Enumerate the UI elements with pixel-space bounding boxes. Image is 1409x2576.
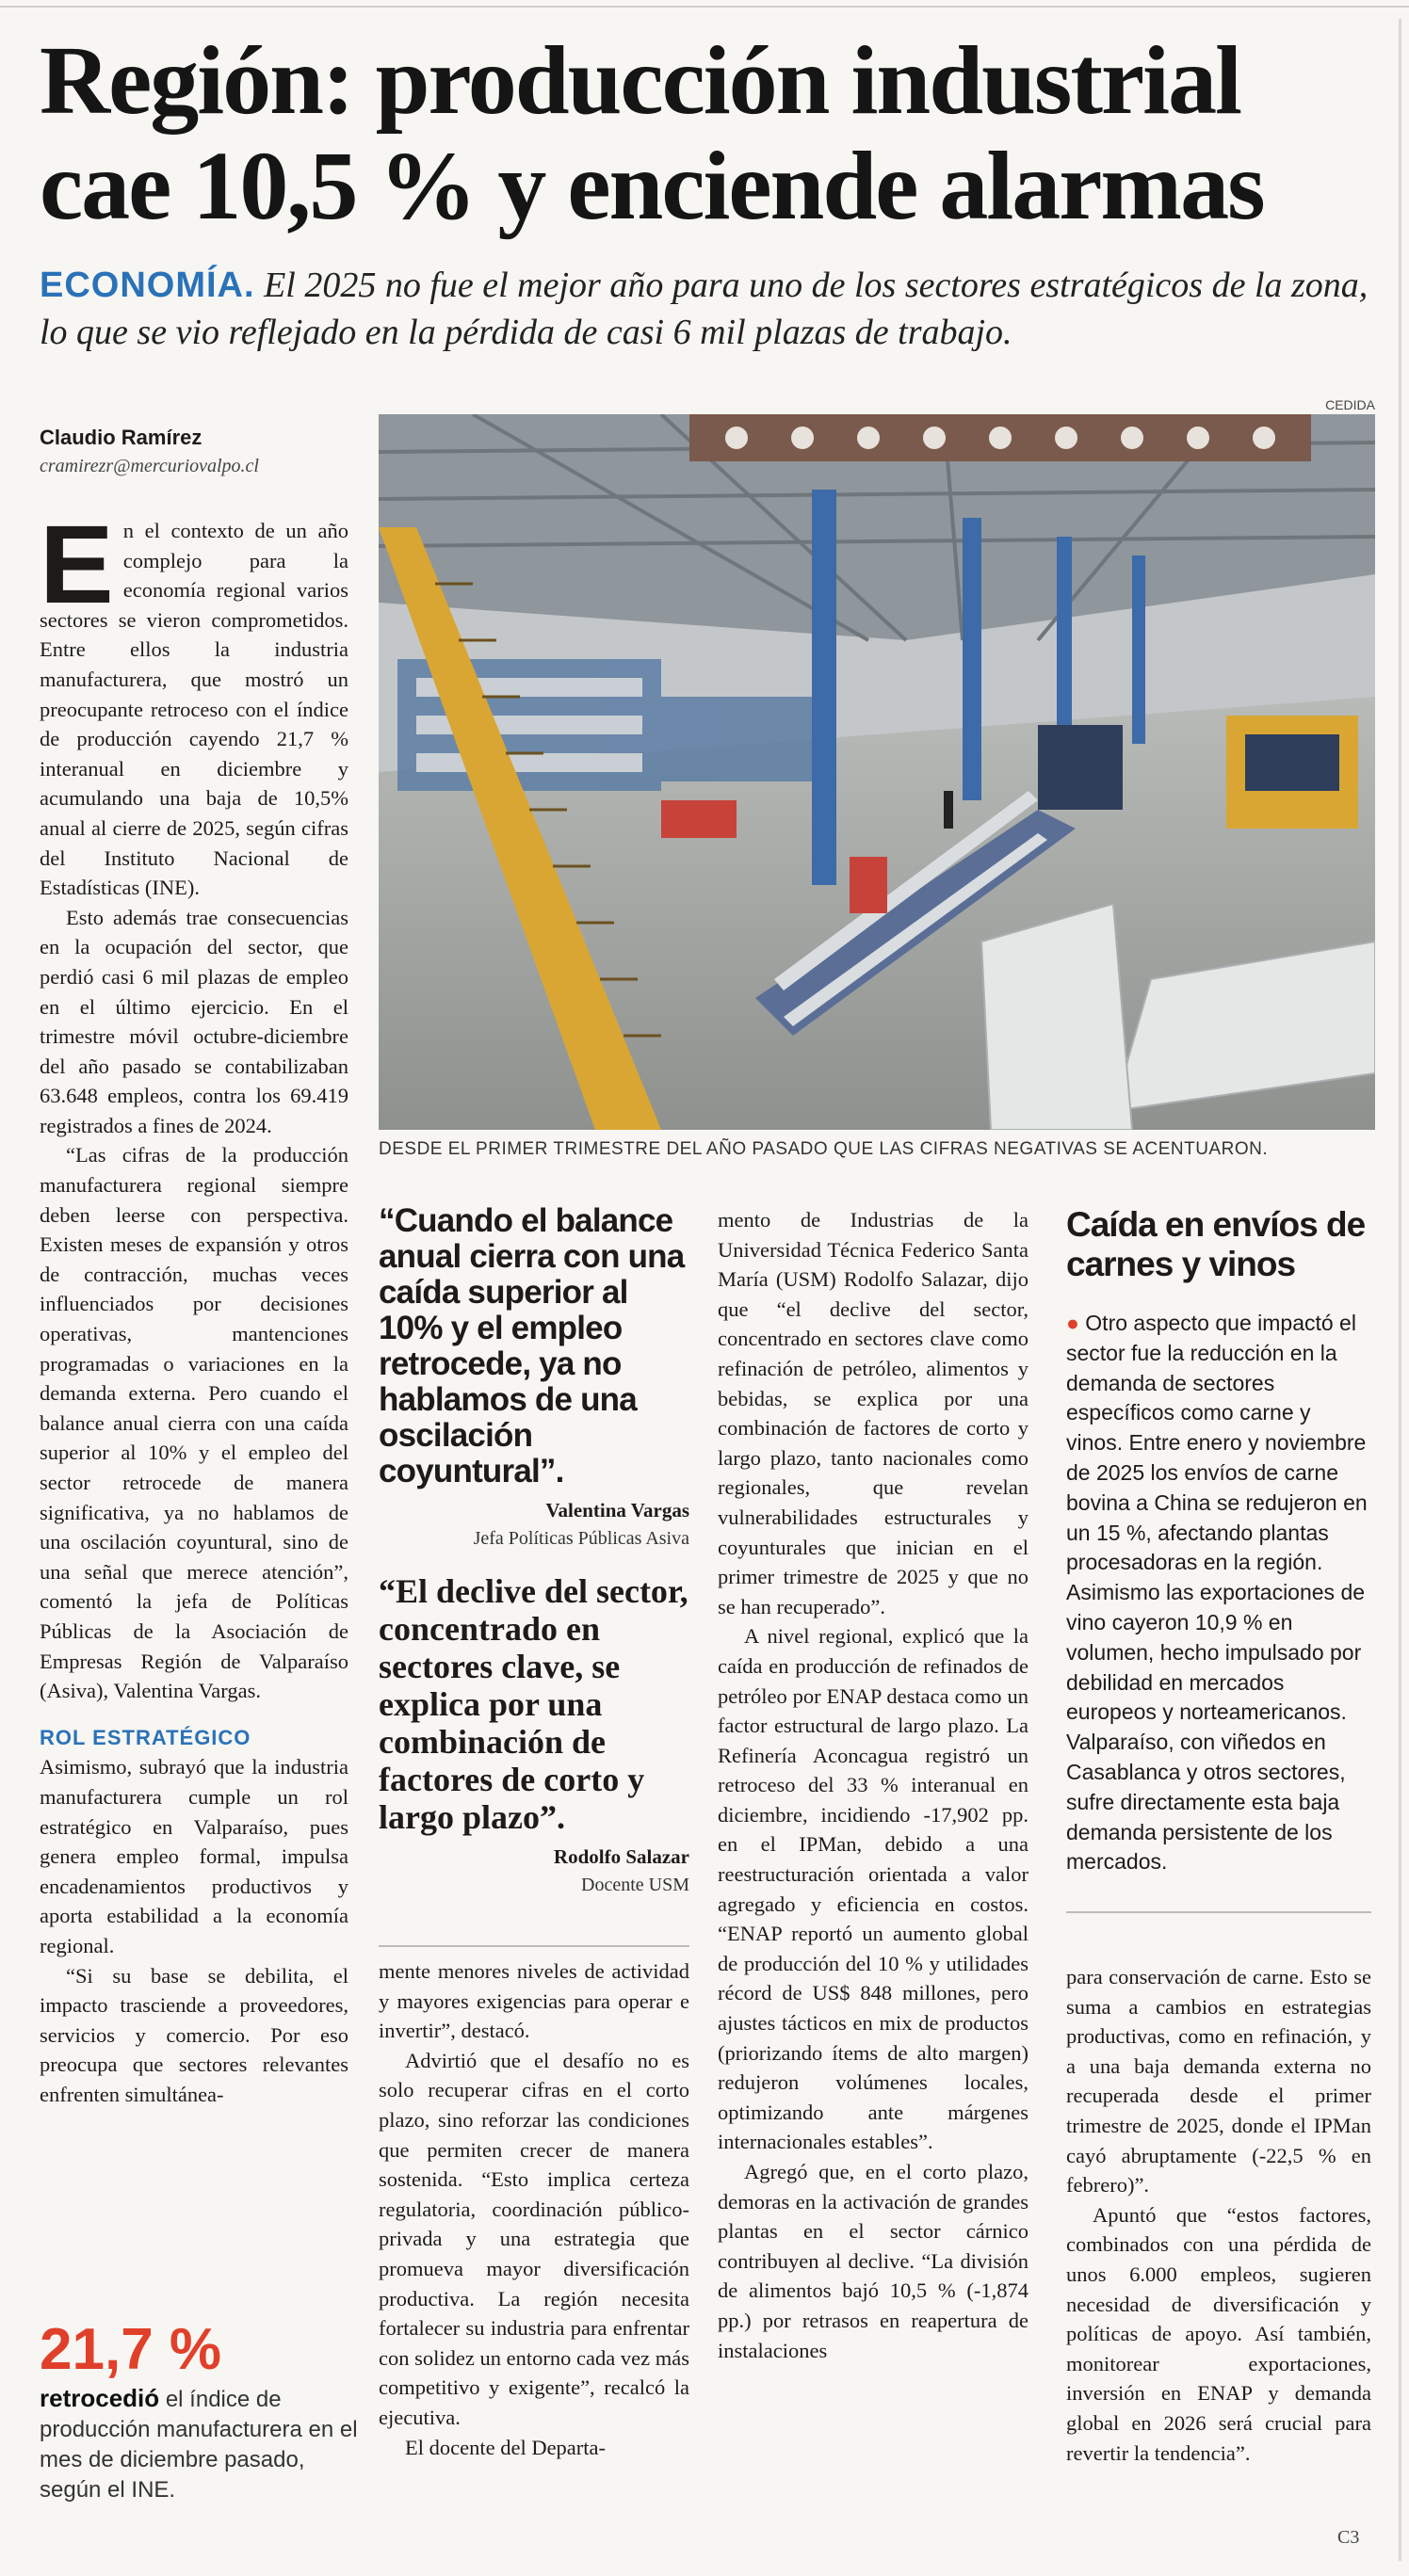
deck-text: El 2025 no fue el mejor año para uno de los sectores estratégicos de la zona, lo que se vio reflejado en la pérdida de casi 6 mil plazas de trabajo. xyxy=(40,266,1369,352)
paragraph: mente menores niveles de actividad y mayores exigencias para operar e invertir”, destacó. xyxy=(379,1959,689,2043)
paragraph: Esto además trae consecuencias en la ocupación del sector, que perdió casi 6 mil plazas de empleo en el último ejercicio. En el trimestre móvil octubre-diciembre del año pasado se contabilizaban 63.648 empleos, contra los 69.419 registrados a fines de 2024. xyxy=(40,905,348,1137)
author-email: cramirezr@mercuriovalpo.cl xyxy=(40,456,259,476)
photo-credit: CEDIDA xyxy=(1325,397,1375,412)
bullet-icon: ● xyxy=(1066,1311,1079,1335)
paragraph: El docente del Departa- xyxy=(405,2435,607,2459)
sidebar-box xyxy=(1066,1205,1371,1877)
paragraph: En el contexto de un año complejo para la economía regional varios sectores se vieron comprometidos. Entre ellos la industria manufacturera, que mostró un preocupante retroceso con el índice de producción cayendo 21,7 % interanual en diciembre y acumulando una baja de 10,5% anual al cierre de 2025, según cifras del Instituto Nacional de Estadísticas (INE). xyxy=(40,503,348,900)
paragraph: “Las cifras de la producción manufacturera regional siempre deben leerse con perspectiva. Existen meses de expansión y otros de contracción, muchas veces influenciados por decisiones operativas, mantenciones programadas o variaciones en la demanda externa. Pero cuando el balance anual cierra con una caída superior al 10% y el empleo del sector retrocede de manera significativa, ya no hablamos de una oscilación coyuntural, sino de una señal que merece atención”, comentó la jefa de Políticas Públicas de la Asociación de Empresas Región de Valparaíso (Asiva), Valentina Vargas. xyxy=(40,1143,348,1703)
paragraph: para conservación de carne. Esto se suma a cambios en estrategias productivas, como en refinación, y a una baja demanda externa no recuperada desde el primer trimestre de 2025, donde el IPMan cayó abruptamente (-22,5 % en febrero)”. xyxy=(1066,1965,1371,2198)
page-edge xyxy=(1399,19,1401,2561)
stat-description: retrocedió el índice de producción manufacturera en el mes de diciembre pasado, según el INE. xyxy=(40,2384,358,2503)
factory-photo xyxy=(379,414,1375,1130)
factory-illustration xyxy=(379,414,1375,1130)
column-4 xyxy=(1066,1962,1371,2468)
stat-box xyxy=(40,2316,360,2505)
paragraph: Asimismo, subrayó que la industria manufacturera cumple un rol estratégico en Valparaíso, pues genera empleo formal, impulsa encadenamientos productivos y aporta estabilidad a la economía regional. xyxy=(40,1755,348,1957)
divider xyxy=(379,1945,689,1947)
sidebar-title: Caída en envíos de carnes y vinos xyxy=(1066,1205,1366,1283)
deck xyxy=(40,262,1377,356)
column-2 xyxy=(379,1956,689,2462)
quote-text: “Cuando el balance anual cierra con una caída superior al 10% y el empleo retrocede, ya no hablamos de una oscilación coyuntural”. xyxy=(379,1202,685,1489)
quote-author-role: Docente USM xyxy=(581,1875,689,1895)
stat-bold: retrocedió xyxy=(40,2384,160,2412)
byline xyxy=(40,426,360,477)
headline: Región: producción industrial cae 10,5 % y enciende alarmas xyxy=(40,26,1264,240)
top-rule xyxy=(0,6,1409,8)
column-3 xyxy=(718,1205,1028,2365)
dropcap: E xyxy=(40,503,114,627)
pull-quote-1 xyxy=(379,1203,689,1550)
end-mark: C3 xyxy=(1337,2527,1360,2548)
subhead-rol-estrategico: ROL ESTRATÉGICO xyxy=(40,1725,251,1749)
sidebar-text: ● Otro aspecto que impactó el sector fue la reducción en la demanda de sectores específicos como carne y vinos. Entre enero y noviembre de 2025 los envíos de carne bovina a China se redujeron en un 15 %, afectando plantas procesadoras en la región. Asimismo las exportaciones de vino cayeron 10,9 % en volumen, hecho impulsado por debilidad en mercados europeos y norteamericanos. Valparaíso, con viñedos en Casablanca y otros sectores, sufre directamente esta baja demanda persistente de los mercados. xyxy=(1066,1311,1368,1875)
stat-number: 21,7 % xyxy=(40,2317,222,2382)
photo-caption: DESDE EL PRIMER TRIMESTRE DEL AÑO PASADO QUE LAS CIFRAS NEGATIVAS SE ACENTUARON. xyxy=(379,1139,1269,1159)
quote-author: Rodolfo Salazar xyxy=(553,1845,689,1868)
divider xyxy=(1066,1911,1371,1913)
quote-author-role: Jefa Políticas Públicas Asiva xyxy=(473,1528,689,1549)
pull-quote-2 xyxy=(379,1572,689,1896)
column-1 xyxy=(40,503,348,2109)
paragraph: mento de Industrias de la Universidad Técnica Federico Santa María (USM) Rodolfo Salazar, dijo que “el declive del sector, concentrado en sectores clave como refinación de petróleo, alimentos y bebidas, se explica por una combinación de factores de corto y largo plazo, tanto nacionales como regionales, que revelan vulnerabilidades estructurales y coyunturales que inician en el primer trimestre de 2025 y que no se han recuperado”. xyxy=(718,1208,1028,1618)
paragraph: Agregó que, en el corto plazo, demoras en la activación de grandes plantas en el sector cárnico contribuyen al declive. “La división de alimentos bajó 10,5 % (-1,874 pp.) por retrasos en reapertura de instalaciones xyxy=(718,2160,1028,2362)
quote-text: “El declive del sector, concentrado en sectores clave, se explica por una combinación de factores de corto y largo plazo”. xyxy=(379,1572,688,1836)
paragraph: “Si su base se debilita, el impacto trasciende a proveedores, servicios y comercio. Por eso preocupa que sectores relevantes enfrenten simultánea- xyxy=(40,1963,348,2106)
author-name: Claudio Ramírez xyxy=(40,426,202,449)
paragraph: A nivel regional, explicó que la caída en producción de refinados de petróleo por ENAP destaca como un factor estructural de largo plazo. La Refinería Aconcagua registró un retroceso del 33 % interanual en diciembre, incidiendo -17,902 pp. en el IPMan, debido a una reestructuración orientada a valor agregado y eficiencia en costos. “ENAP reportó un aumento global de producción del 10 % y utilidades récord de US$ 848 millones, pero ajustes tácticos en mix de productos (priorizando ítems de alto margen) redujeron volúmenes locales, optimizando ante márgenes internacionales estables”. xyxy=(718,1624,1028,2154)
paragraph: Advirtió que el desafío no es solo recuperar cifras en el corto plazo, sino reforzar las condiciones que permiten crecer de manera sostenida. “Esto implica certeza regulatoria, coordinación público-privada y una estrategia que promueva mayor diversificación productiva. La región necesita fortalecer su industria para enfrentar con solidez un entorno cada vez más competitivo y exigente”, recalcó la ejecutiva. xyxy=(379,2048,689,2429)
quote-author: Valentina Vargas xyxy=(545,1499,689,1521)
paragraph: Apuntó que “estos factores, combinados con una pérdida de unos 6.000 empleos, sugieren necesidad de diversificación y políticas de apoyo. Así también, monitorear exportaciones, inversión en ENAP y demanda global en 2026 será crucial para revertir la tendencia”. xyxy=(1066,2202,1371,2465)
section-kicker: ECONOMÍA. xyxy=(40,266,255,305)
